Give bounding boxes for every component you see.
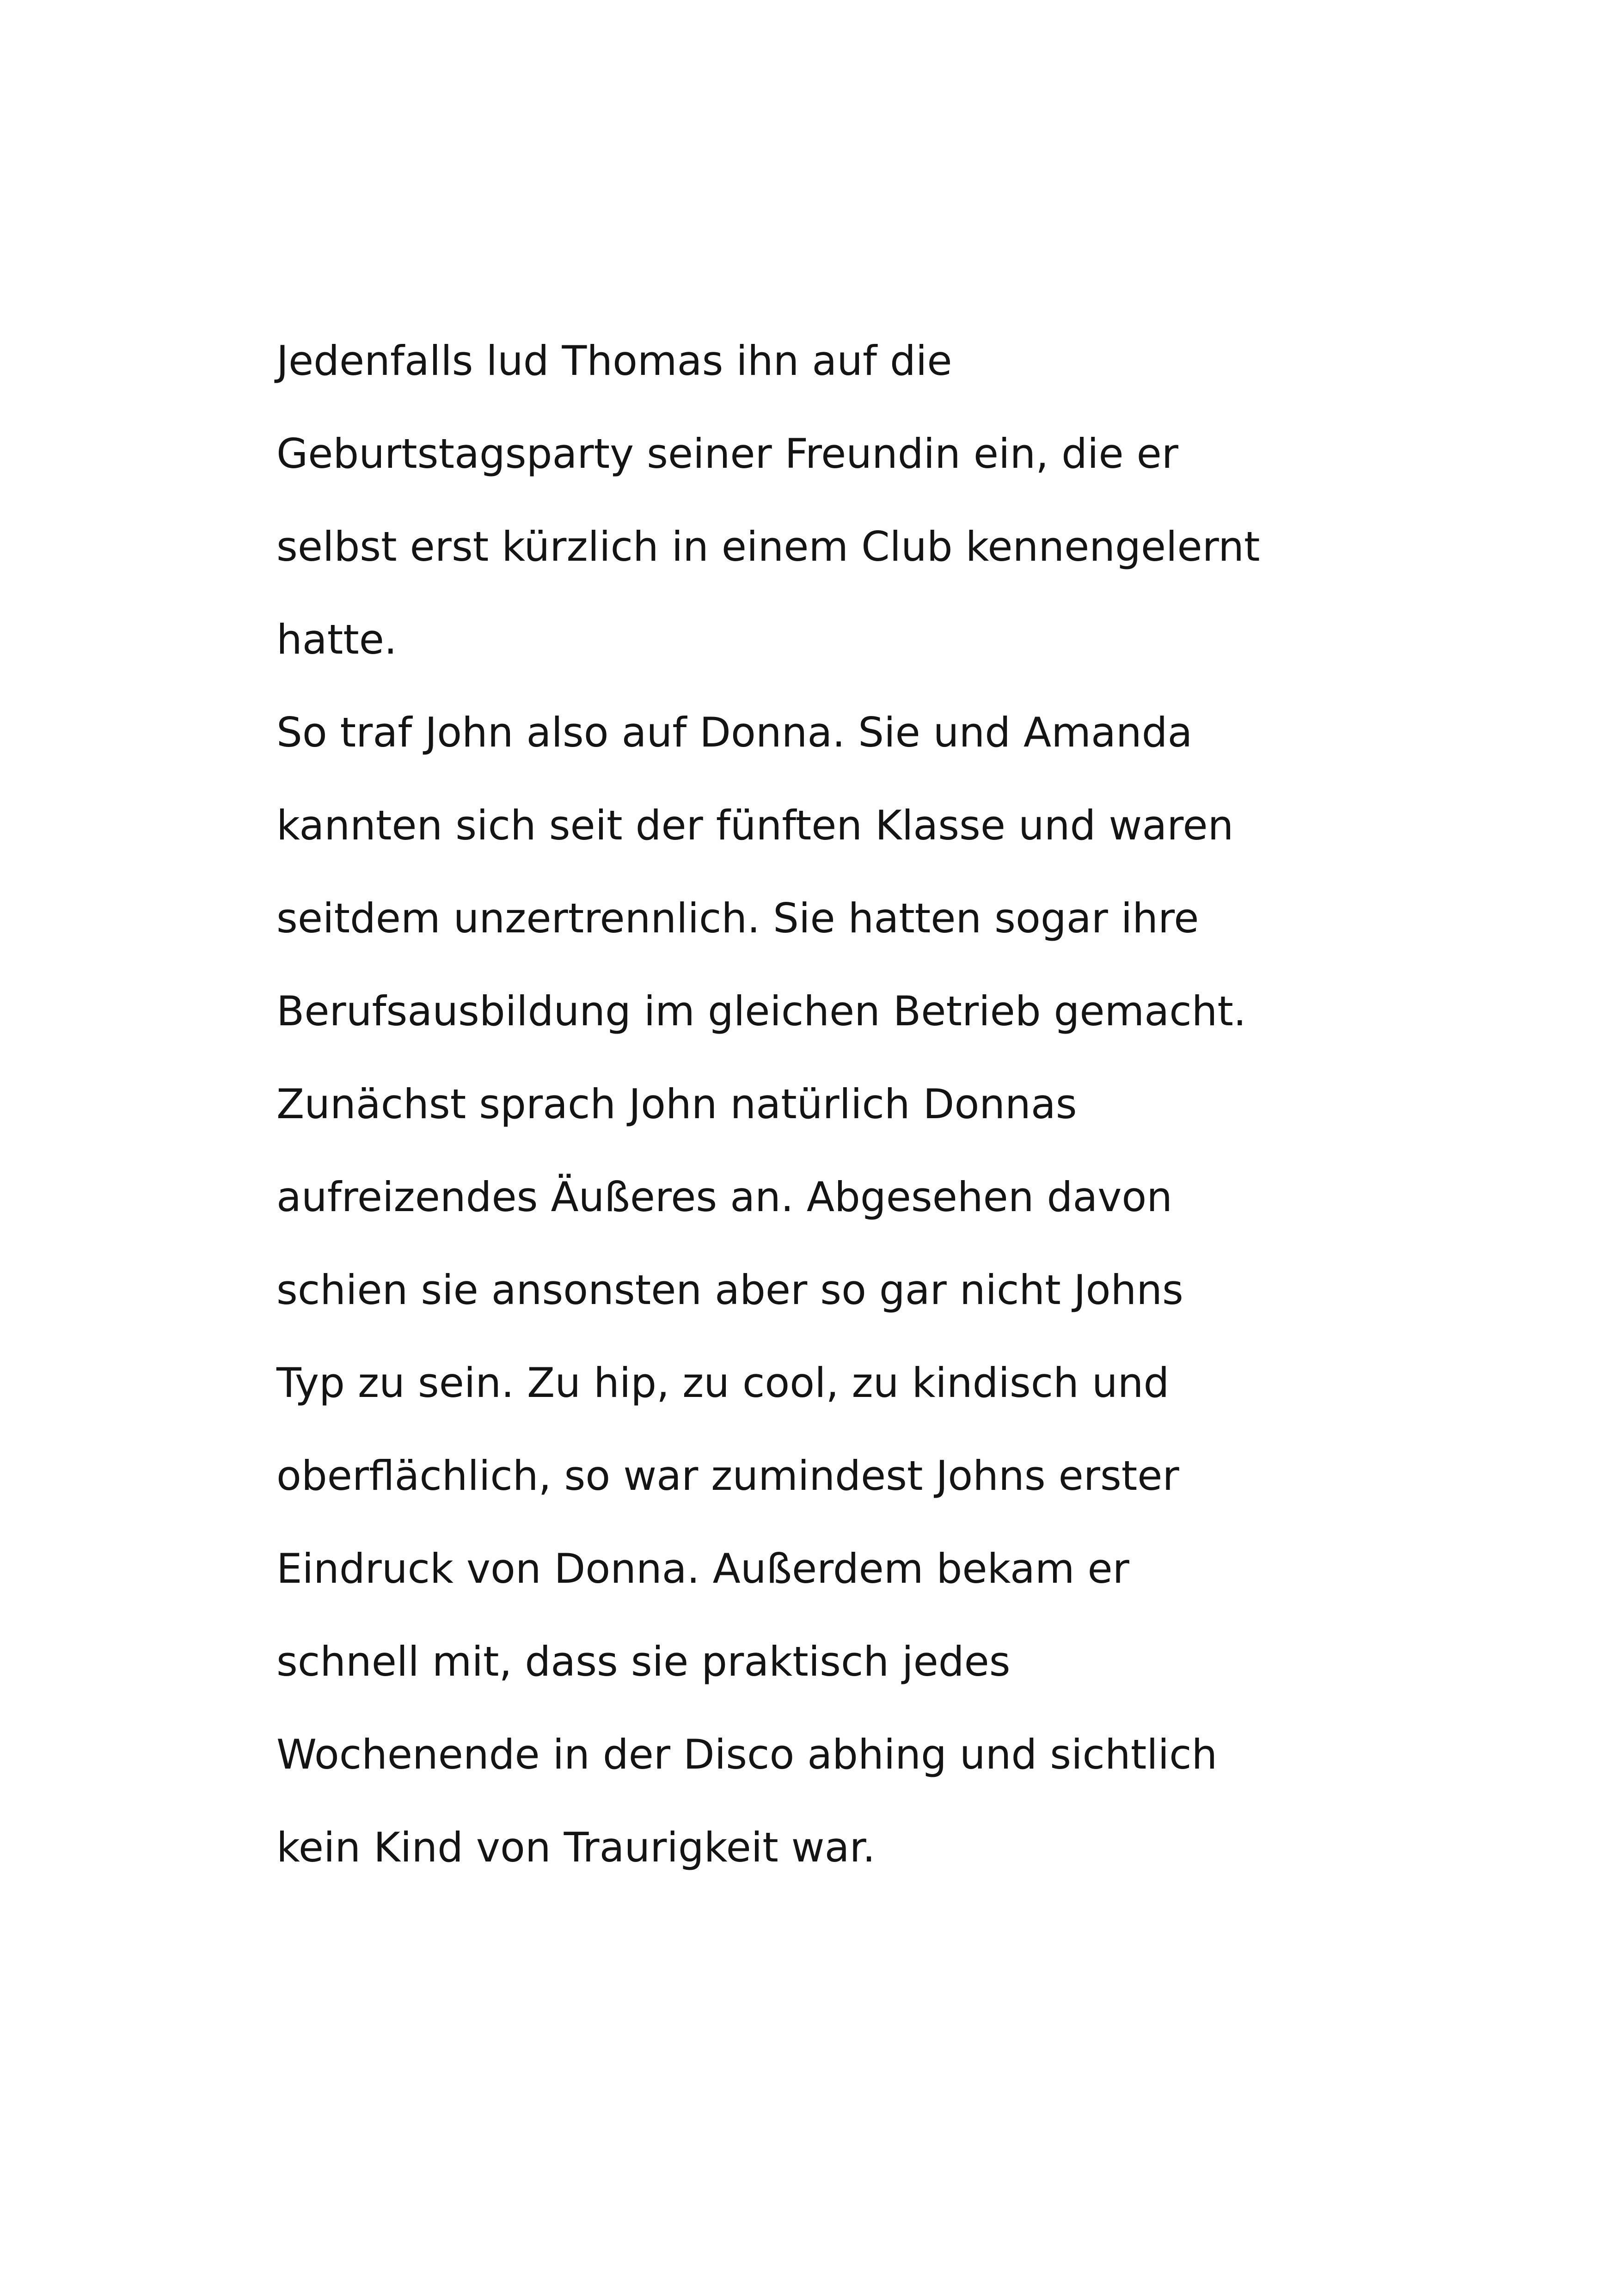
body-text — [276, 314, 1386, 1894]
text-line: oberflächlich, so war zumindest Johns erster — [276, 1452, 1179, 1500]
text-line: Zunächst sprach John natürlich Donnas — [276, 1080, 1077, 1128]
text-line: aufreizendes Äußeres an. Abgesehen davon — [276, 1173, 1173, 1221]
text-line: seitdem unzertrennlich. Sie hatten sogar ihre — [276, 894, 1199, 942]
text-line: schien sie ansonsten aber so gar nicht Johns — [276, 1266, 1183, 1314]
text-line: So traf John also auf Donna. Sie und Amanda — [276, 709, 1193, 756]
text-line: kannten sich seit der fünften Klasse und waren — [276, 802, 1234, 849]
text-line: Jedenfalls lud Thomas ihn auf die — [276, 337, 952, 385]
text-line: kein Kind von Traurigkeit war. — [276, 1824, 876, 1871]
text-line: Eindruck von Donna. Außerdem bekam er — [276, 1545, 1129, 1592]
text-line: Wochenende in der Disco abhing und sichtlich — [276, 1731, 1218, 1778]
text-line: Geburtstagsparty seiner Freundin ein, die er — [276, 430, 1178, 478]
text-line: hatte. — [276, 616, 397, 663]
text-line: selbst erst kürzlich in einem Club kennengelernt — [276, 523, 1260, 570]
text-line: Typ zu sein. Zu hip, zu cool, zu kindisch und — [276, 1359, 1170, 1407]
text-line: Berufsausbildung im gleichen Betrieb gemacht. — [276, 987, 1246, 1035]
text-line: schnell mit, dass sie praktisch jedes — [276, 1638, 1011, 1685]
